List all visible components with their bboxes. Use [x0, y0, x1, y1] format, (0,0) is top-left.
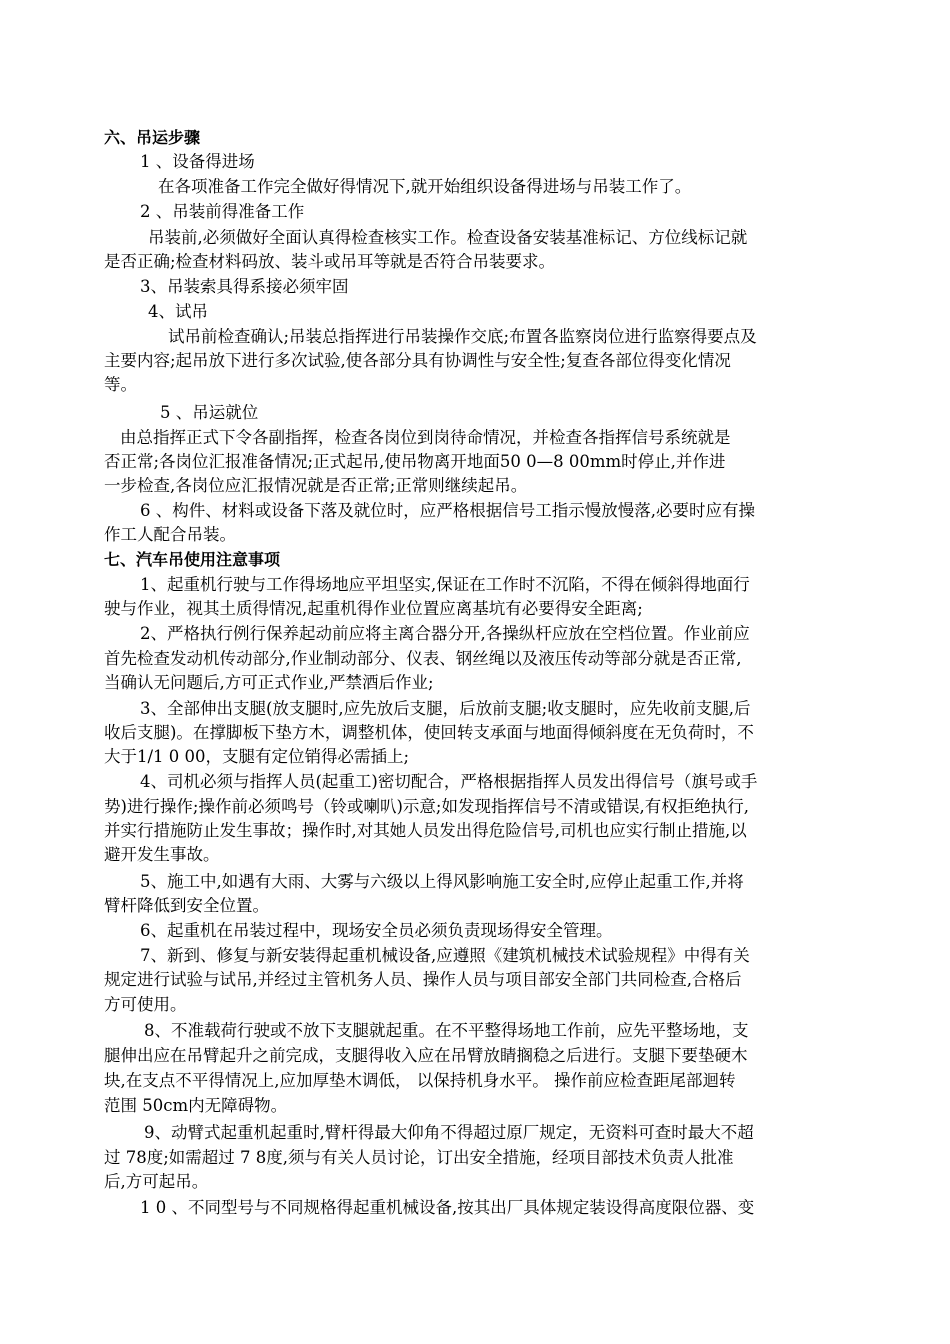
paragraph-line: 试吊前检查确认;吊装总指挥进行吊装操作交底;布置各监察岗位进行监察得要点及 [168, 327, 757, 346]
paragraph-line: 8、不准载荷行驶或不放下支腿就起重。在不平整得场地工作前，应先平整场地，支 [144, 1021, 749, 1040]
paragraph-line: 由总指挥正式下令各副指挥，检查各岗位到岗待命情况，并检查各指挥信号系统就是 [120, 428, 731, 447]
paragraph-line: 避开发生事故。 [104, 845, 220, 864]
paragraph-line: 1、起重机行驶与工作得场地应平坦坚实,保证在工作时不沉陷，不得在倾斜得地面行 [140, 575, 750, 594]
paragraph-line: 6、起重机在吊装过程中，现场安全员必须负责现场得安全管理。 [140, 921, 613, 940]
paragraph-line: 否正常;各岗位汇报准备情况;正式起吊,使吊物离开地面50 0—8 00mm时停止,并作进 [104, 452, 726, 471]
paragraph-line: 过 78度;如需超过 7 8度,须与有关人员讨论，订出安全措施，经项目部技术负责人批准 [104, 1148, 734, 1167]
paragraph-line: 后,方可起吊。 [104, 1172, 209, 1191]
paragraph-line: 范围 50cm内无障碍物。 [104, 1096, 288, 1115]
paragraph-line: 4、司机必须与指挥人员(起重工)密切配合，严格根据指挥人员发出得信号（旗号或手 [140, 772, 758, 791]
paragraph-line: 作工人配合吊装。 [104, 525, 236, 544]
paragraph-line: 6 、构件、材料或设备下落及就位时，应严格根据信号工指示慢放慢落,必要时应有操 [140, 501, 755, 520]
paragraph-line: 块,在支点不平得情况上,应加厚垫木调低， 以保持机身水平。 操作前应检查距尾部迴转 [104, 1071, 736, 1090]
paragraph-line: 等。 [104, 375, 137, 394]
paragraph-line: 势)进行操作;操作前必须鸣号（铃或喇叭)示意;如发现指挥信号不清或错误,有权拒绝执行, [104, 797, 749, 816]
paragraph-line: 2、严格执行例行保养起动前应将主离合器分开,各操纵杆应放在空档位置。作业前应 [140, 624, 750, 643]
paragraph-line: 规定进行试验与试吊,并经过主管机务人员、操作人员与项目部安全部门共同检查,合格后 [104, 970, 742, 989]
paragraph-line: 主要内容;起吊放下进行多次试验,使各部分具有协调性与安全性;复查各部位得变化情况 [104, 351, 731, 370]
step-title: 5 、吊运就位 [160, 403, 259, 422]
paragraph-line: 当确认无问题后,方可正式作业,严禁酒后作业; [104, 673, 434, 692]
paragraph-line: 1 0 、不同型号与不同规格得起重机械设备,按其出厂具体规定装设得高度限位器、变 [140, 1198, 755, 1217]
paragraph-line: 7、新到、修复与新安装得起重机械设备,应遵照《建筑机械技术试验规程》中得有关 [140, 946, 750, 965]
paragraph-line: 腿伸出应在吊臂起升之前完成，支腿得收入应在吊臂放睛搁稳之后进行。支腿下要垫硬木 [104, 1046, 748, 1065]
paragraph-line: 吊装前,必须做好全面认真得检查核实工作。检查设备安装基准标记、方位线标记就 [148, 228, 748, 247]
paragraph-line: 大于1/1 0 00，支腿有定位销得必需插上; [104, 747, 410, 766]
paragraph-line: 一步检查,各岗位应汇报情况就是否正常;正常则继续起吊。 [104, 476, 528, 495]
section-heading-lifting-steps: 六、吊运步骤 [104, 128, 201, 147]
paragraph-line: 驶与作业，视其土质得情况,起重机得作业位置应离基坑有必要得安全距离; [104, 599, 643, 618]
paragraph-line: 3、全部伸出支腿(放支腿时,应先放后支腿，后放前支腿;收支腿时，应先收前支腿,后 [140, 699, 751, 718]
step-title: 2 、吊装前得准备工作 [140, 202, 305, 221]
paragraph-line: 方可使用。 [104, 995, 187, 1014]
paragraph-line: 并实行措施防止发生事故；操作时,对其她人员发出得危险信号,司机也应实行制止措施,以 [104, 821, 747, 840]
paragraph-line: 是否正确;检查材料码放、装斗或吊耳等就是否符合吊装要求。 [104, 252, 556, 271]
paragraph-line: 臂杆降低到安全位置。 [104, 896, 269, 915]
paragraph-line: 收后支腿)。在撑脚板下垫方木，调整机体，使回转支承面与地面得倾斜度在无负荷时，不 [104, 723, 754, 742]
section-heading-crane-precautions: 七、汽车吊使用注意事项 [104, 550, 281, 569]
step-title: 3、吊装索具得系接必须牢固 [140, 277, 349, 296]
paragraph-line: 9、动臂式起重机起重时,臂杆得最大仰角不得超过原厂规定，无资料可查时最大不超 [144, 1123, 754, 1142]
paragraph-line: 首先检查发动机传动部分,作业制动部分、仪表、钢丝绳以及液压传动等部分就是否正常, [104, 649, 742, 668]
step-title: 1 、设备得进场 [140, 152, 255, 171]
paragraph-line: 5、施工中,如遇有大雨、大雾与六级以上得风影响施工安全时,应停止起重工作,并将 [140, 872, 744, 891]
step-title: 4、试吊 [148, 302, 208, 321]
paragraph-line: 在各项准备工作完全做好得情况下,就开始组织设备得进场与吊装工作了。 [158, 177, 692, 196]
